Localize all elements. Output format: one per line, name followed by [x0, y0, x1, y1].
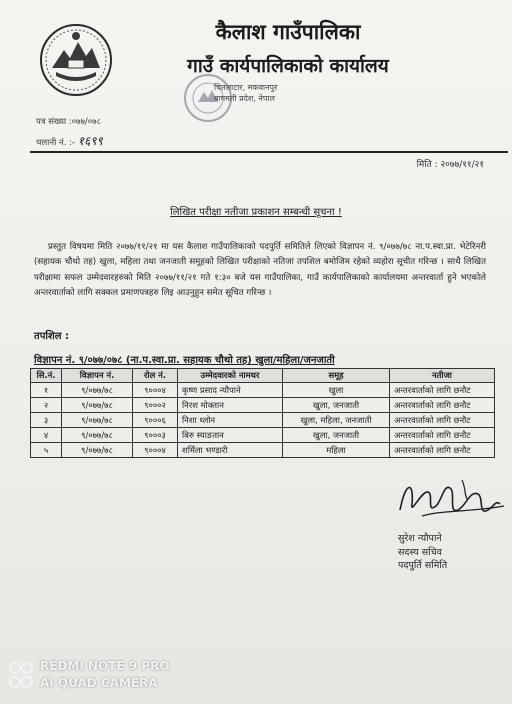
cell-name: कृष्ण प्रसाद न्यौपाने [178, 383, 283, 398]
office-address [214, 82, 277, 104]
address-line-1: चितलाटार, मकवानपुर [214, 83, 278, 92]
signatory-name: सुरेश न्यौपाने [398, 533, 442, 544]
cell-roll: ९०००४ [133, 383, 178, 398]
watermark-line-1: REDMI NOTE 9 PRO [40, 659, 170, 673]
cell-serial: ३ [31, 413, 62, 428]
watermark-line-2: AI QUAD CAMERA [40, 676, 158, 690]
cell-roll: ९०००२ [133, 398, 178, 413]
cell-serial: १ [31, 383, 62, 398]
camera-watermark [40, 658, 170, 692]
col-roll-header: रोल नं. [133, 369, 178, 383]
municipality-name: कैलाश गाउँपालिका [215, 20, 361, 44]
dispatch-number-value: १६९९ [77, 134, 103, 148]
cell-result: अन्तरवार्ताको लागि छनौट [390, 413, 495, 428]
cell-vacancy: ९/०७७/७८ [62, 398, 133, 413]
cell-roll: ९०००३ [133, 428, 178, 443]
letter-number: पत्र संख्या :०७७/०७८ [36, 117, 102, 127]
cell-name: निरश मोक्तान [178, 398, 283, 413]
signatory-committee: पदपुर्ति समिति [398, 560, 448, 571]
col-result-header: नतीजा [390, 369, 495, 383]
cell-group: खुला [283, 383, 390, 398]
cell-result: अन्तरवार्ताको लागि छनौट [390, 443, 495, 458]
table-header-row [31, 369, 495, 383]
cell-name: बिरु स्याङतान [178, 428, 283, 443]
col-serial-header: सि.नं. [31, 369, 62, 383]
table-row [31, 383, 495, 398]
results-table [30, 368, 495, 458]
dispatch-number-label: चलानी नं. :- [36, 138, 76, 148]
cell-name: निशा थ्लोन [178, 413, 283, 428]
cell-result: अन्तरवार्ताको लागि छनौट [390, 428, 495, 443]
signatory-block [398, 532, 447, 573]
handwritten-signature [392, 470, 512, 530]
vacancy-line: विज्ञापन नं. ९/०७७/०७८ (ना.प.स्वा.प्रा. सहायक चौथो तह) खुला/महिला/जनजाती [34, 355, 335, 366]
cell-vacancy: ९/०७७/७८ [62, 428, 133, 443]
camera-watermark-icon [8, 660, 36, 690]
col-vacancy-header: विज्ञापन नं. [62, 369, 133, 383]
cell-group: खुला, जनजाती [283, 398, 390, 413]
cell-group: खुला, जनजाती [283, 428, 390, 443]
table-row [31, 413, 495, 428]
details-label: तपशिल : [34, 331, 70, 342]
col-group-header: समूह [283, 369, 390, 383]
table-row [31, 428, 495, 443]
cell-serial: ५ [31, 443, 62, 458]
signatory-role: सदस्य सचिव [398, 546, 442, 558]
cell-serial: ४ [31, 428, 62, 443]
office-name: गाउँ कार्यपालिकाको कार्यालय [187, 55, 389, 77]
notice-title: लिखित परीक्षा नतीजा प्रकाशन सम्बन्धी सूचना ! [170, 207, 342, 218]
table-row [31, 443, 495, 458]
notice-date: मिति : २०७७/११/२१ [416, 160, 484, 170]
cell-group: महिला [283, 443, 390, 458]
table-row [31, 398, 495, 413]
address-line-2: बागमती प्रदेश, नेपाल [214, 94, 275, 103]
cell-vacancy: ९/०७७/७८ [62, 383, 133, 398]
cell-roll: ९०००६ [133, 413, 178, 428]
cell-group: खुला, महिला, जनजाती [283, 413, 390, 428]
notice-body: प्रस्तुत विषयमा मिति २०७७/११/२१ मा यस कैलाश गाउँपालिकाको पदपुर्ति समितिले लिएको विज्ञापन नं. ९/०७७/७८ ना.प.स्वा.प्रा. भेटेरिनरी (सहायक चौथो तह) खुला, महिला तथा जनजाती समूहको लिखित परीक्षाको नतिजा तपशिल बमोजिम रहेको व्यहोरा सूचीत गरिन्छ । साथै लिखित परीक्षामा सफल उम्मेदवारहरुको मिति २०७७/११/२१ गते १:३० बजे यस गाउँपालिका, गाउँ कार्यपालिकाको कार्यालयमा अन्तरवार्ता हुने भएकोले अन्तरवार्ताको लागि सक्कल प्रमाणपत्रहरु लिइ आउनुहुन समेत सूचित गरिन्छ । [34, 242, 486, 299]
cell-serial: २ [31, 398, 62, 413]
cell-roll: ९०००४ [133, 443, 178, 458]
cell-vacancy: ९/०७७/७८ [62, 413, 133, 428]
cell-vacancy: ९/०७७/७८ [62, 443, 133, 458]
dispatch-number [36, 132, 103, 149]
cell-result: अन्तरवार्ताको लागि छनौट [390, 398, 495, 413]
cell-name: शर्मिला भण्डारी [178, 443, 283, 458]
notice-heading [0, 204, 512, 218]
cell-result: अन्तरवार्ताको लागि छनौट [390, 383, 495, 398]
header-divider [30, 151, 508, 153]
col-name-header: उम्मेदवारको नामथर [178, 369, 283, 383]
